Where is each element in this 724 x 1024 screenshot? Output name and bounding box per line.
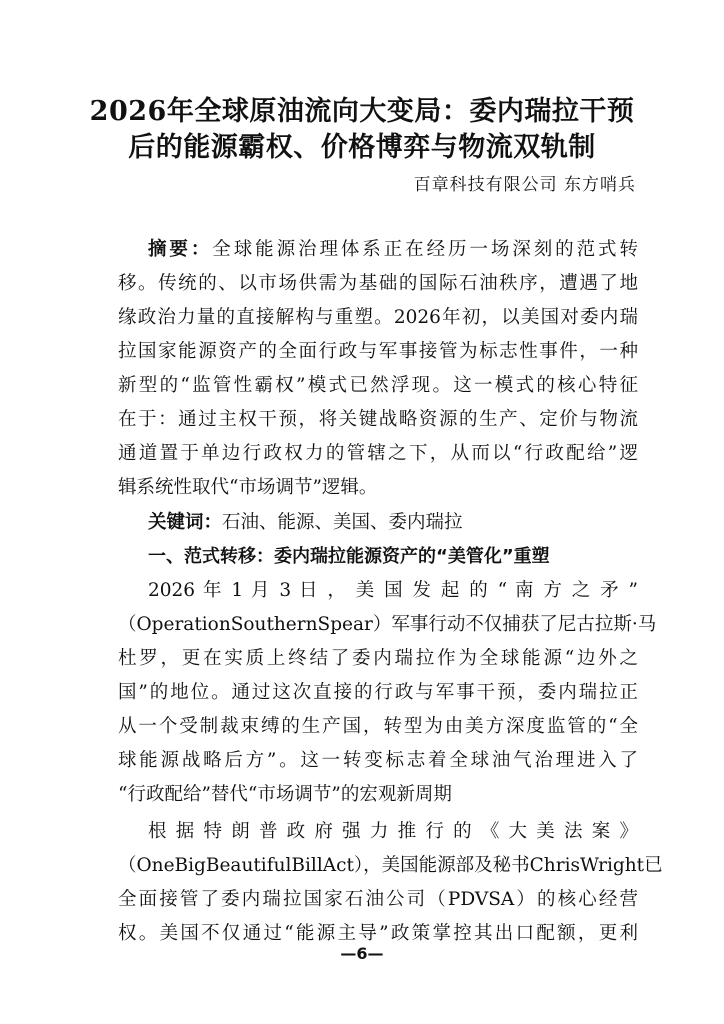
paragraph-line: （OneBigBeautifulBillAct），美国能源部及秘书ChrisWright已 — [118, 855, 663, 876]
paragraph-line: 2026 年 1 月 3 日 ， 美 国 发 起 的 “ 南 方 之 矛 ” — [148, 580, 638, 601]
paragraph-line: “行政配给”替代“市场调节”的宏观新周期 — [118, 784, 452, 805]
paragraph-line: 从一个受制裁束缚的生产国，转型为由美方深度监管的“全 — [118, 716, 638, 737]
abstract-line: 通道置于单边行政权力的管辖之下，从而以“行政配给”逻 — [118, 443, 638, 464]
abstract-line: 在于：通过主权干预，将关键战略资源的生产、定价与物流 — [118, 409, 638, 430]
abstract-line — [118, 233, 638, 267]
paragraph-line: 球能源战略后方”。这一转变标志着全球油气治理进入了 — [118, 750, 638, 771]
paragraph-line: 全面接管了委内瑞拉国家石油公司（PDVSA）的核心经营 — [118, 889, 638, 910]
keywords-text: 石油、能源、美国、委内瑞拉 — [222, 512, 463, 533]
abstract-text: 全球能源治理体系正在经历一场深刻的范式转 — [212, 239, 638, 260]
abstract-label: 摘要： — [148, 239, 213, 260]
abstract-line: 移。传统的、以市场供需为基础的国际石油秩序，遭遇了地 — [118, 273, 638, 294]
page-number: —6— — [340, 944, 384, 963]
paragraph-line: 杜罗，更在实质上终结了委内瑞拉作为全球能源“边外之 — [118, 648, 638, 669]
keywords-line — [118, 506, 638, 540]
paragraph-line: （OperationSouthernSpear）军事行动不仅捕获了尼古拉斯·马 — [118, 614, 657, 635]
keywords-label: 关键词： — [148, 512, 223, 533]
author-line: 百章科技有限公司 东方哨兵 — [413, 175, 636, 195]
abstract-line: 新型的“监管性霸权”模式已然浮现。这一模式的核心特征 — [118, 375, 638, 396]
title-line-1: 2026年全球原油流向大变局：委内瑞拉干预 — [89, 96, 635, 127]
abstract-line: 缘政治力量的直接解构与重塑。2026年初，以美国对委内瑞 — [118, 307, 638, 328]
section-heading: 一、范式转移：委内瑞拉能源资产的“美管化”重塑 — [148, 546, 550, 567]
paragraph-line: 根 据 特 朗 普 政 府 强 力 推 行 的 《 大 美 法 案 》 — [148, 821, 638, 842]
abstract-line: 辑系统性取代“市场调节”逻辑。 — [118, 477, 378, 498]
title-line-2: 后的能源霸权、价格博弈与物流双轨制 — [128, 132, 596, 163]
paragraph-line: 国”的地位。通过这次直接的行政与军事干预，委内瑞拉正 — [118, 682, 638, 703]
abstract-line: 拉国家能源资产的全面行政与军事接管为标志性事件，一种 — [118, 341, 638, 362]
paragraph-line: 权。美国不仅通过“能源主导”政策掌控其出口配额，更利 — [118, 923, 638, 944]
